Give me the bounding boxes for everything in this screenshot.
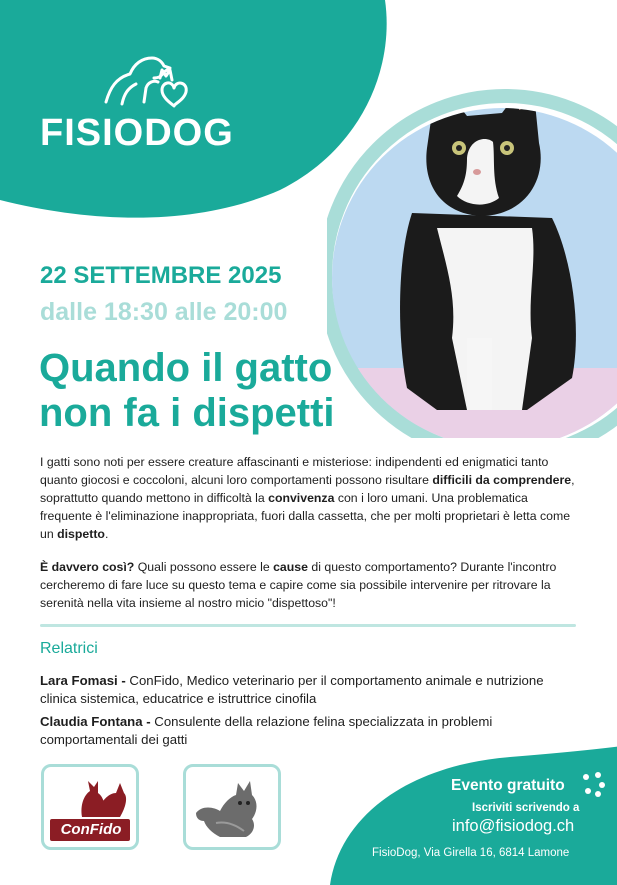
text: . bbox=[104, 527, 109, 541]
emphasis: cause bbox=[273, 560, 308, 574]
cat-silhouette-icon bbox=[186, 767, 278, 847]
text: I gatti sono noti per essere creature affascinanti e misteriose: indipendenti ed enigmatici tanto quanto giocosi e coccoloni, alcuni loro comportamenti possono risultare bbox=[40, 455, 549, 487]
confido-label: ConFido bbox=[60, 821, 122, 838]
text: di questo comportamento? Durante l'incontro cercheremo di fare luce su questo tema e capire come sia possibile intervenire per ritrovare la serenità nella vita insieme al nostro micio "dispettoso"! bbox=[40, 560, 557, 610]
speaker-description: Consulente della relazione felina specializzata in problemi comportamentali dei gatti bbox=[40, 714, 493, 747]
speaker-name: Lara Fomasi - bbox=[40, 673, 126, 688]
speaker-item bbox=[40, 713, 580, 749]
description-paragraph-1 bbox=[40, 453, 580, 543]
dots-icon bbox=[580, 772, 606, 798]
speaker-item bbox=[40, 672, 580, 708]
speaker-name: Claudia Fontana - bbox=[40, 714, 151, 729]
address: FisioDog, Via Girella 16, 6814 Lamone bbox=[372, 847, 570, 859]
speaker-description: ConFido, Medico veterinario per il comportamento animale e nutrizione clinica sistemica, educatrice e istruttrice cinofila bbox=[40, 673, 544, 706]
dog-cat-heart-icon bbox=[100, 50, 190, 112]
event-time: dalle 18:30 alle 20:00 bbox=[40, 298, 288, 326]
description-paragraph-2 bbox=[40, 558, 580, 612]
emphasis: È davvero così? bbox=[40, 560, 135, 574]
text: Quali possono essere le bbox=[134, 560, 274, 574]
emphasis: dispetto bbox=[57, 527, 105, 541]
emphasis: convivenza bbox=[268, 491, 335, 505]
free-event-label: Evento gratuito bbox=[451, 777, 565, 794]
brand-name: FISIODOG bbox=[40, 112, 234, 154]
section-divider bbox=[40, 624, 576, 627]
text: con i loro umani. Una problematica frequente è l'eliminazione inappropriata, fuori dalla cassetta, che per molti proprietari è letta come un bbox=[40, 491, 571, 541]
contact-email-link[interactable]: info@fisiodog.ch bbox=[452, 817, 575, 835]
emphasis: difficili da comprendere bbox=[432, 473, 572, 487]
title-line-2: non fa i dispetti bbox=[39, 391, 335, 435]
title-line-1: Quando il gatto bbox=[39, 346, 333, 390]
confido-logo bbox=[41, 764, 139, 850]
speakers-heading: Relatrici bbox=[40, 640, 98, 657]
event-date: 22 SETTEMBRE 2025 bbox=[40, 262, 282, 289]
footer-background bbox=[330, 745, 617, 885]
cat-partner-logo bbox=[183, 764, 281, 850]
text: , soprattutto quando mettono in difficoltà la bbox=[40, 473, 575, 505]
event-title bbox=[39, 346, 379, 436]
register-instructions: Iscriviti scrivendo a bbox=[472, 802, 580, 814]
